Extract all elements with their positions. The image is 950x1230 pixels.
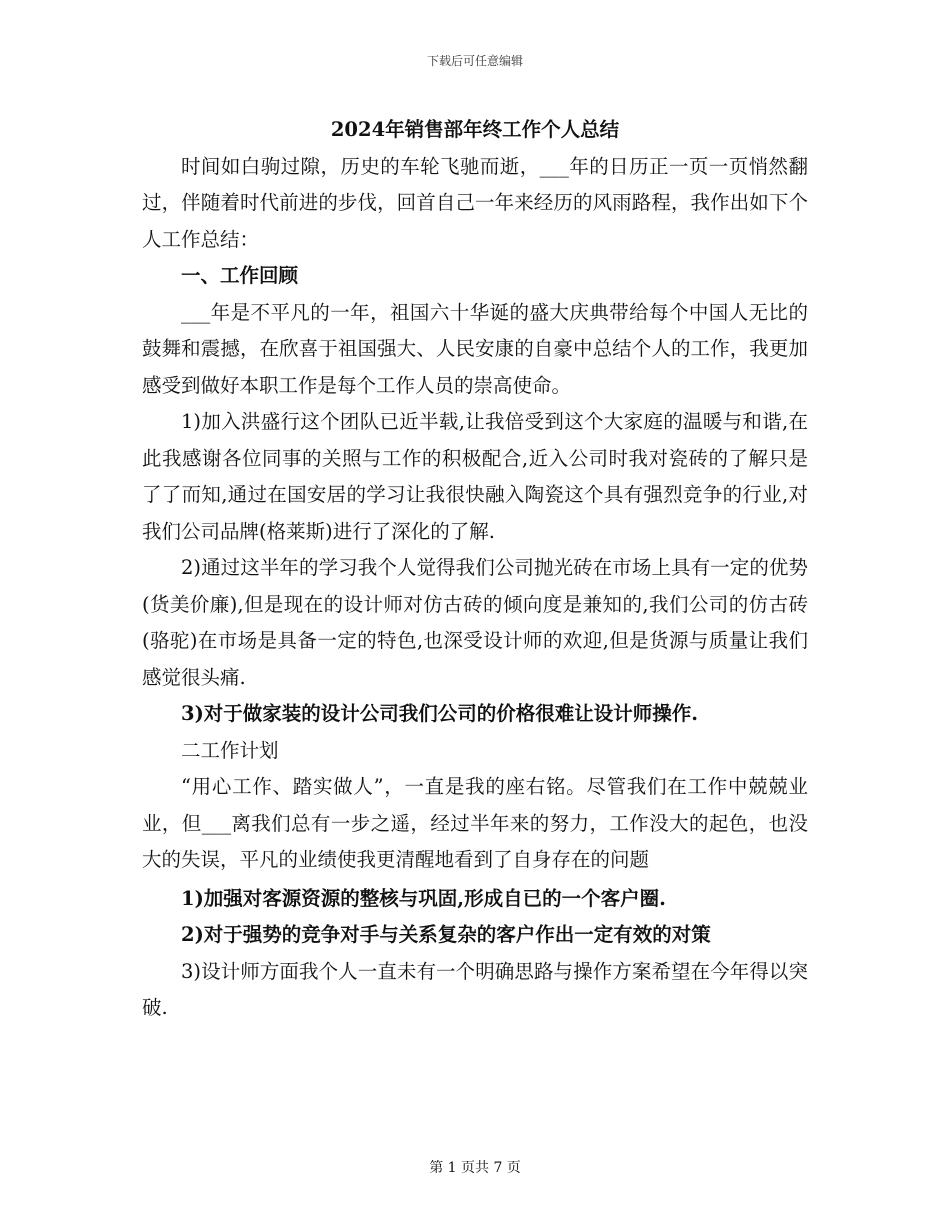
review-item-1: 1)加入洪盛行这个团队已近半载,让我倍受到这个大家庭的温暖与和谐,在此我感谢各位同事的关照与工作的积极配合,近入公司时我对瓷砖的了解只是了了而知,通过在国安居的学习让我很快融入陶瓷这个具有强烈竞争的行业,对我们公司品牌(格莱斯)进行了深化的了解.: [142, 410, 808, 543]
document-title: 2024年销售部年终工作个人总结: [330, 118, 620, 141]
plan-item-2: 2)对于强势的竞争对手与关系复杂的客户作出一定有效的对策: [181, 923, 711, 946]
plan-item-1: 1)加强对客源资源的整核与巩固,形成自已的一个客户圈.: [181, 886, 666, 910]
intro-paragraph: 时间如白驹过隙，历史的车轮飞驰而逝，___年的日历正一页一页悄然翻过，伴随着时代前进的步伐，回首自己一年来经历的风雨路程，我作出如下个人工作总结：: [142, 154, 808, 251]
plan-item-3: 3)设计师方面我个人一直未有一个明确思路与操作方案希望在今年得以突破.: [142, 959, 808, 1019]
section1-paragraph: ___年是不平凡的一年，祖国六十华诞的盛大庆典带给每个中国人无比的鼓舞和震撼，在欣喜于祖国强大、人民安康的自豪中总结个人的工作，我更加感受到做好本职工作是每个工作人员的崇高使命。: [142, 300, 808, 397]
review-item-2: 2)通过这半年的学习我个人觉得我们公司抛光砖在市场上具有一定的优势(货美价廉),但是现在的设计师对仿古砖的倾向度是兼知的,我们公司的仿古砖(骆驼)在市场是具备一定的特色,也深受设计师的欢迎,但是货源与质量让我们感觉很头痛.: [142, 556, 808, 689]
section2-paragraph: “用心工作、踏实做人”，一直是我的座右铭。尽管我们在工作中兢兢业业，但___离我们总有一步之遥，经过半年来的努力，工作没大的起色，也没大的失误，平凡的业绩使我更清醒地看到了自身存在的问题: [142, 775, 808, 871]
section1-heading: 一、工作回顾: [181, 264, 299, 287]
document-body: [142, 112, 808, 1027]
page-footer: 第 1 页共 7 页: [429, 1160, 521, 1176]
page-header: 下载后可任意编辑: [426, 54, 523, 68]
section2-heading: 二工作计划: [181, 738, 279, 762]
review-item-3: 3)对于做家装的设计公司我们公司的价格很难让设计师操作.: [181, 702, 699, 725]
